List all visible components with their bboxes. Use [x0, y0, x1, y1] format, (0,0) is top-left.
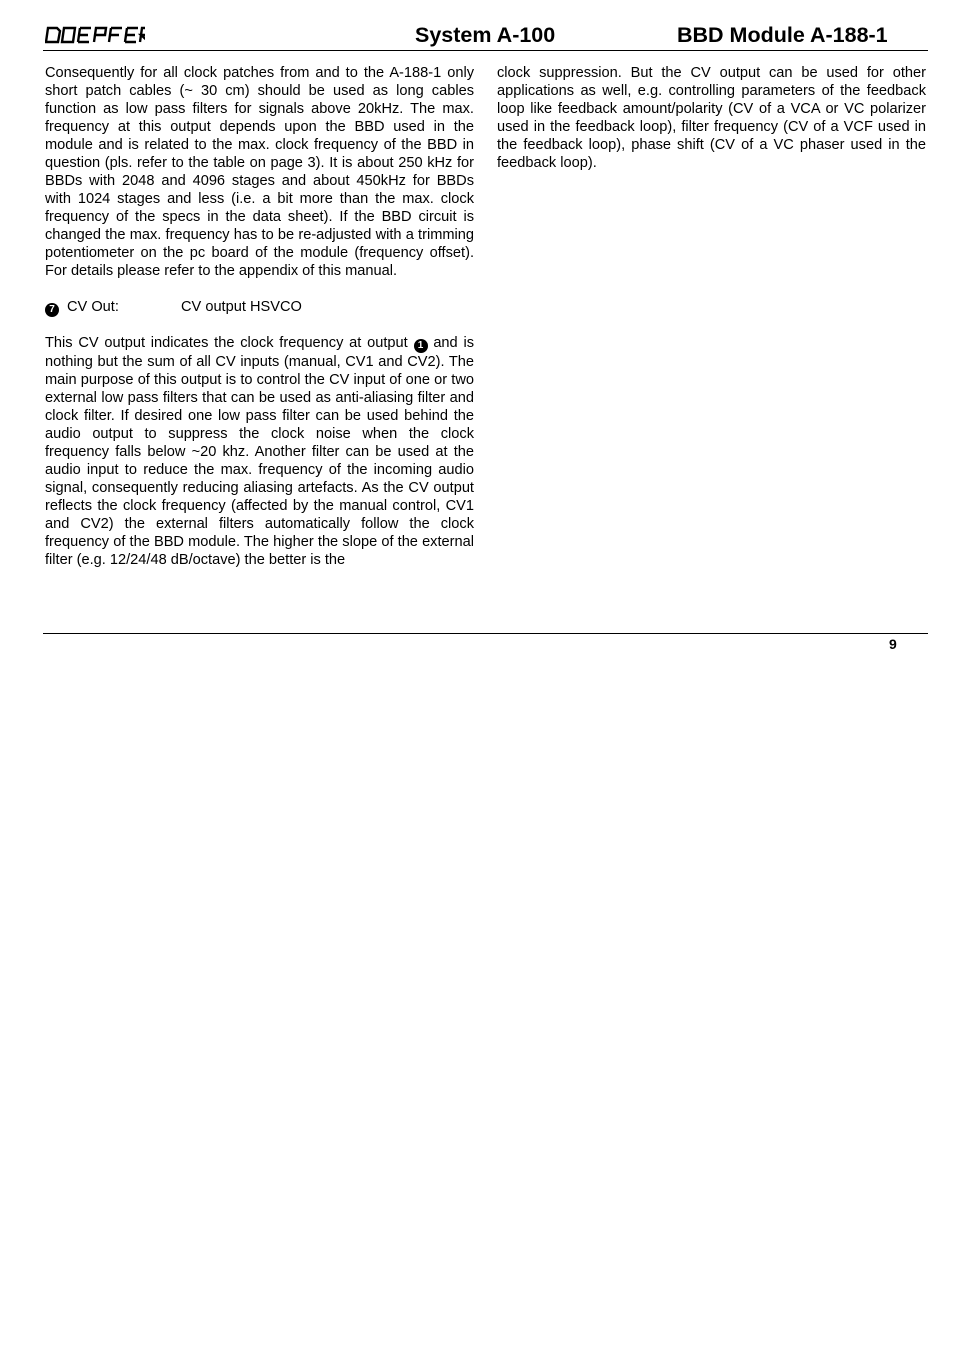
number-7-icon: 7: [45, 303, 59, 317]
left-column: [45, 64, 474, 569]
page-number: 9: [889, 636, 897, 652]
module-title: BBD Module A-188-1: [677, 23, 888, 47]
clock-suppression-paragraph: clock suppression. But the CV output can be used for other applications as well, e.g. controlling parameters of the feedback loop like feedback amount/polarity (CV of a VCA or VC polarizer used in the feedback loop), filter frequency (CV of a VCF used in the feedback loop), phase shift (CV of a VC phaser used in the feedback loop).: [497, 65, 926, 171]
cv-out-label: CV Out:: [67, 299, 119, 315]
cv-out-description: CV output HSVCO: [181, 299, 302, 315]
number-1-icon: 1: [414, 339, 428, 353]
footer-divider: [43, 633, 928, 634]
clock-patch-paragraph: Consequently for all clock patches from and to the A-188-1 only short patch cables (~ 30 cm) should be used as long cables function as low pass filters for signals above 20kHz. The max. frequency at this output depends upon the BBD used in the module and is related to the max. clock frequency of the BBD in question (pls. refer to the table on page 3). It is about 250 kHz for BBDs with 2048 and 4096 stages and about 450kHz for BBDs with 1024 stages and less (i.e. a bit more than the max. clock frequency of the specs in the data sheet). If the BBD circuit is changed the max. frequency has to be re-adjusted with a trimming potentiometer on the pc board of the module (frequency offset). For details please refer to the appendix of this manual.: [45, 65, 474, 279]
system-title: System A-100: [415, 23, 556, 47]
right-column: [497, 64, 926, 172]
cv-output-text-rest: and is nothing but the sum of all CV inputs (manual, CV1 and CV2). The main purpose of this output is to control the CV input of one or two external low pass filters that can be used as anti-aliasing filter and clock filter. If desired one low pass filter can be used behind the audio output to suppress the clock noise when the clock frequency falls below ~20 khz. Another filter can be used at the audio input to reduce the max. frequency of the incoming audio signal, consequently reducing aliasing artefacts. As the CV output reflects the clock frequency (affected by the manual control, CV1 and CV2) the external filters automatically follow the clock frequency of the BBD module. The higher the slope of the external filter (e.g. 12/24/48 dB/octave) the better is the: [45, 335, 474, 568]
page-header: [43, 20, 928, 51]
doepfer-logo: [45, 24, 145, 46]
cv-output-text-start: This CV output indicates the clock frequency at output: [45, 335, 408, 351]
cv-output-paragraph: [45, 334, 474, 569]
cv-out-heading: [45, 298, 474, 316]
